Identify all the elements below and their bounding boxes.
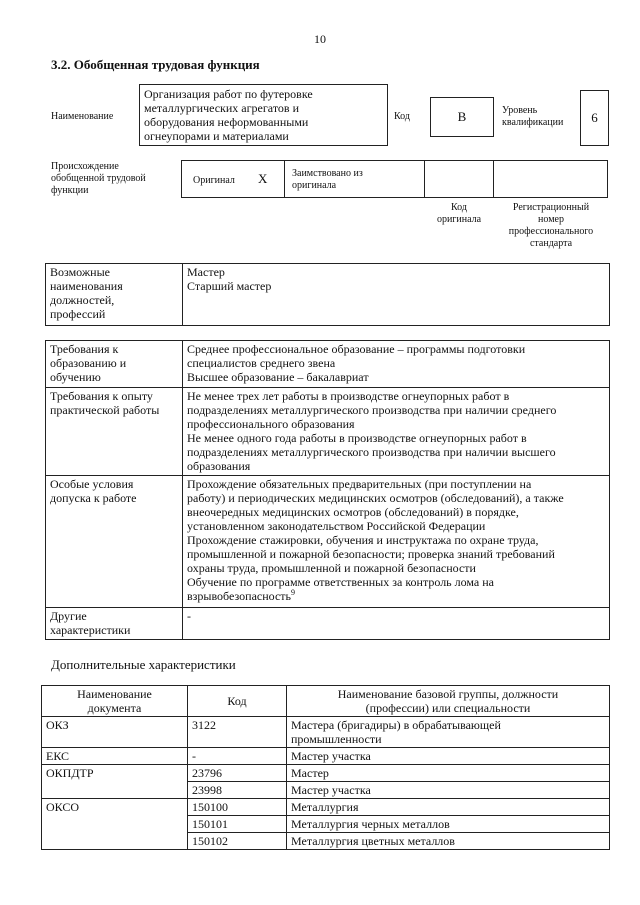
- positions-values: [183, 264, 610, 326]
- name-cell: Мастер: [287, 765, 610, 782]
- original-label: Оригинал: [193, 175, 235, 186]
- value-line: образования: [187, 459, 251, 473]
- function-name-line: Организация работ по футеровке: [144, 87, 313, 101]
- value-line: Обучение по программе ответственных за контроль лома на: [187, 575, 494, 589]
- special-conditions-label: [46, 476, 183, 608]
- value-line: Среднее профессиональное образование – программы подготовки: [187, 342, 526, 356]
- level-label-line: квалификации: [502, 117, 564, 128]
- additional-title: Дополнительные характеристики: [51, 657, 236, 672]
- header-line: документа: [87, 701, 142, 715]
- table-row: [42, 717, 610, 748]
- origin-label-line: Происхождение: [51, 161, 119, 172]
- positions-label-line: должностей,: [50, 293, 115, 307]
- header-line: (профессии) или специальности: [365, 701, 531, 715]
- level-value: 6: [591, 110, 598, 125]
- value-line: Не менее трех лет работы в производстве огнеупорных работ в: [187, 389, 510, 403]
- label-line: допуска к работе: [50, 491, 137, 505]
- requirements-table: [45, 340, 610, 640]
- section-title: 3.2. Обобщенная трудовая функция: [51, 57, 260, 72]
- value-line: установленном законодательством Российской Федерации: [187, 519, 486, 533]
- additional-table: [41, 685, 610, 850]
- divider: [424, 160, 425, 198]
- function-name-line: оборудования неформованными: [144, 115, 309, 129]
- borrowed-label: [292, 168, 363, 192]
- name-cell: Металлургия цветных металлов: [287, 833, 610, 850]
- registration-number-line: номер: [538, 214, 564, 225]
- other-characteristics-value: [183, 608, 610, 640]
- value-line: [187, 589, 605, 603]
- header-line: Наименование базовой группы, должности: [337, 687, 559, 701]
- header-name: [287, 686, 610, 717]
- value-line: работу) и периодических медицинских осмотров (обследований), а также: [187, 491, 564, 505]
- value-text: взрывобезопасность: [187, 589, 291, 603]
- name-cell: [287, 717, 610, 748]
- position-name: Мастер: [187, 265, 225, 279]
- page-number: 10: [314, 32, 326, 46]
- label-line: обучению: [50, 370, 101, 384]
- value-line: Высшее образование – бакалавриат: [187, 370, 369, 384]
- code-original-label: [424, 202, 494, 226]
- name-line: промышленности: [291, 732, 382, 746]
- value-line: Прохождение обязательных предварительных (при поступлении на: [187, 477, 532, 491]
- registration-number-label: [493, 202, 609, 250]
- doc-cell: ОКСО: [42, 799, 188, 850]
- value-line: специалистов среднего звена: [187, 356, 336, 370]
- divider: [493, 160, 494, 198]
- level-label-line: Уровень: [502, 105, 538, 116]
- positions-label-line: наименования: [50, 279, 123, 293]
- code-value: B: [457, 109, 467, 124]
- name-cell: Металлургия черных металлов: [287, 816, 610, 833]
- label-line: Другие: [50, 609, 87, 623]
- level-box: [580, 90, 609, 146]
- label-line: Требования к опыту: [50, 389, 153, 403]
- origin-label: [51, 161, 146, 197]
- positions-label: [46, 264, 183, 326]
- value-line: подразделениях металлургического производства при наличии высшего: [187, 445, 556, 459]
- function-name-line: металлургических агрегатов и: [144, 101, 299, 115]
- positions-label-line: Возможные: [50, 265, 110, 279]
- positions-label-line: профессий: [50, 307, 106, 321]
- positions-table: [45, 263, 610, 326]
- education-value: [183, 341, 610, 388]
- label-line: образованию и: [50, 356, 127, 370]
- code-cell: 23998: [188, 782, 287, 799]
- table-row: [42, 748, 610, 765]
- label-line: практической работы: [50, 403, 160, 417]
- level-label: [502, 105, 563, 129]
- code-cell: 150101: [188, 816, 287, 833]
- original-mark: X: [258, 171, 268, 186]
- function-name-box: [139, 84, 388, 146]
- value-line: Прохождение стажировки, обучения и инструктажа по охране труда,: [187, 533, 539, 547]
- borrowed-label-line: оригинала: [292, 180, 337, 191]
- name-line: Мастера (бригадиры) в обрабатывающей: [291, 718, 501, 732]
- value-line: профессионального образования: [187, 417, 355, 431]
- value-line: промышленной и пожарной безопасности; проверка знаний требований: [187, 547, 555, 561]
- code-original-line: Код: [451, 202, 467, 213]
- code-original-line: оригинала: [436, 214, 482, 225]
- value-line: -: [187, 609, 191, 623]
- table-row: [42, 799, 610, 816]
- footnote-mark: 9: [290, 588, 295, 597]
- registration-number-line: профессионального: [508, 226, 594, 237]
- value-line: Не менее одного года работы в производстве огнеупорных работ в: [187, 431, 527, 445]
- code-box: [430, 97, 494, 137]
- code-cell: 150100: [188, 799, 287, 816]
- code-cell: 150102: [188, 833, 287, 850]
- position-name: Старший мастер: [187, 279, 272, 293]
- doc-cell: ОКЗ: [42, 717, 188, 748]
- registration-number-line: Регистрационный: [512, 202, 590, 213]
- name-cell: Металлургия: [287, 799, 610, 816]
- function-name-line: огнеупорами и материалами: [144, 129, 289, 143]
- value-line: охраны труда, промышленной и пожарной безопасности: [187, 561, 476, 575]
- code-cell: 3122: [188, 717, 287, 748]
- label-line: Требования к: [50, 342, 119, 356]
- value-line: внеочередных медицинских осмотров (обследований) в порядке,: [187, 505, 519, 519]
- special-conditions-value: [183, 476, 610, 608]
- label-line: Особые условия: [50, 477, 134, 491]
- name-cell: Мастер участка: [287, 782, 610, 799]
- name-cell: Мастер участка: [287, 748, 610, 765]
- other-characteristics-label: [46, 608, 183, 640]
- name-label: Наименование: [51, 111, 114, 122]
- experience-value: [183, 388, 610, 476]
- label-line: характеристики: [50, 623, 131, 637]
- code-cell: -: [188, 748, 287, 765]
- header-code: Код: [188, 686, 287, 717]
- code-cell: 23796: [188, 765, 287, 782]
- code-label: Код: [394, 111, 410, 122]
- divider: [284, 160, 285, 198]
- doc-cell: ОКПДТР: [42, 765, 188, 799]
- education-label: [46, 341, 183, 388]
- origin-label-line: функции: [51, 185, 89, 196]
- origin-table: [181, 160, 608, 198]
- value-line: подразделениях металлургического производства при наличии среднего: [187, 403, 557, 417]
- table-row: [42, 765, 610, 782]
- header-document: [42, 686, 188, 717]
- borrowed-label-line: Заимствовано из: [292, 168, 363, 179]
- experience-label: [46, 388, 183, 476]
- registration-number-line: стандарта: [529, 238, 573, 249]
- doc-cell: ЕКС: [42, 748, 188, 765]
- header-line: Наименование: [77, 687, 152, 701]
- origin-label-line: обобщенной трудовой: [51, 173, 146, 184]
